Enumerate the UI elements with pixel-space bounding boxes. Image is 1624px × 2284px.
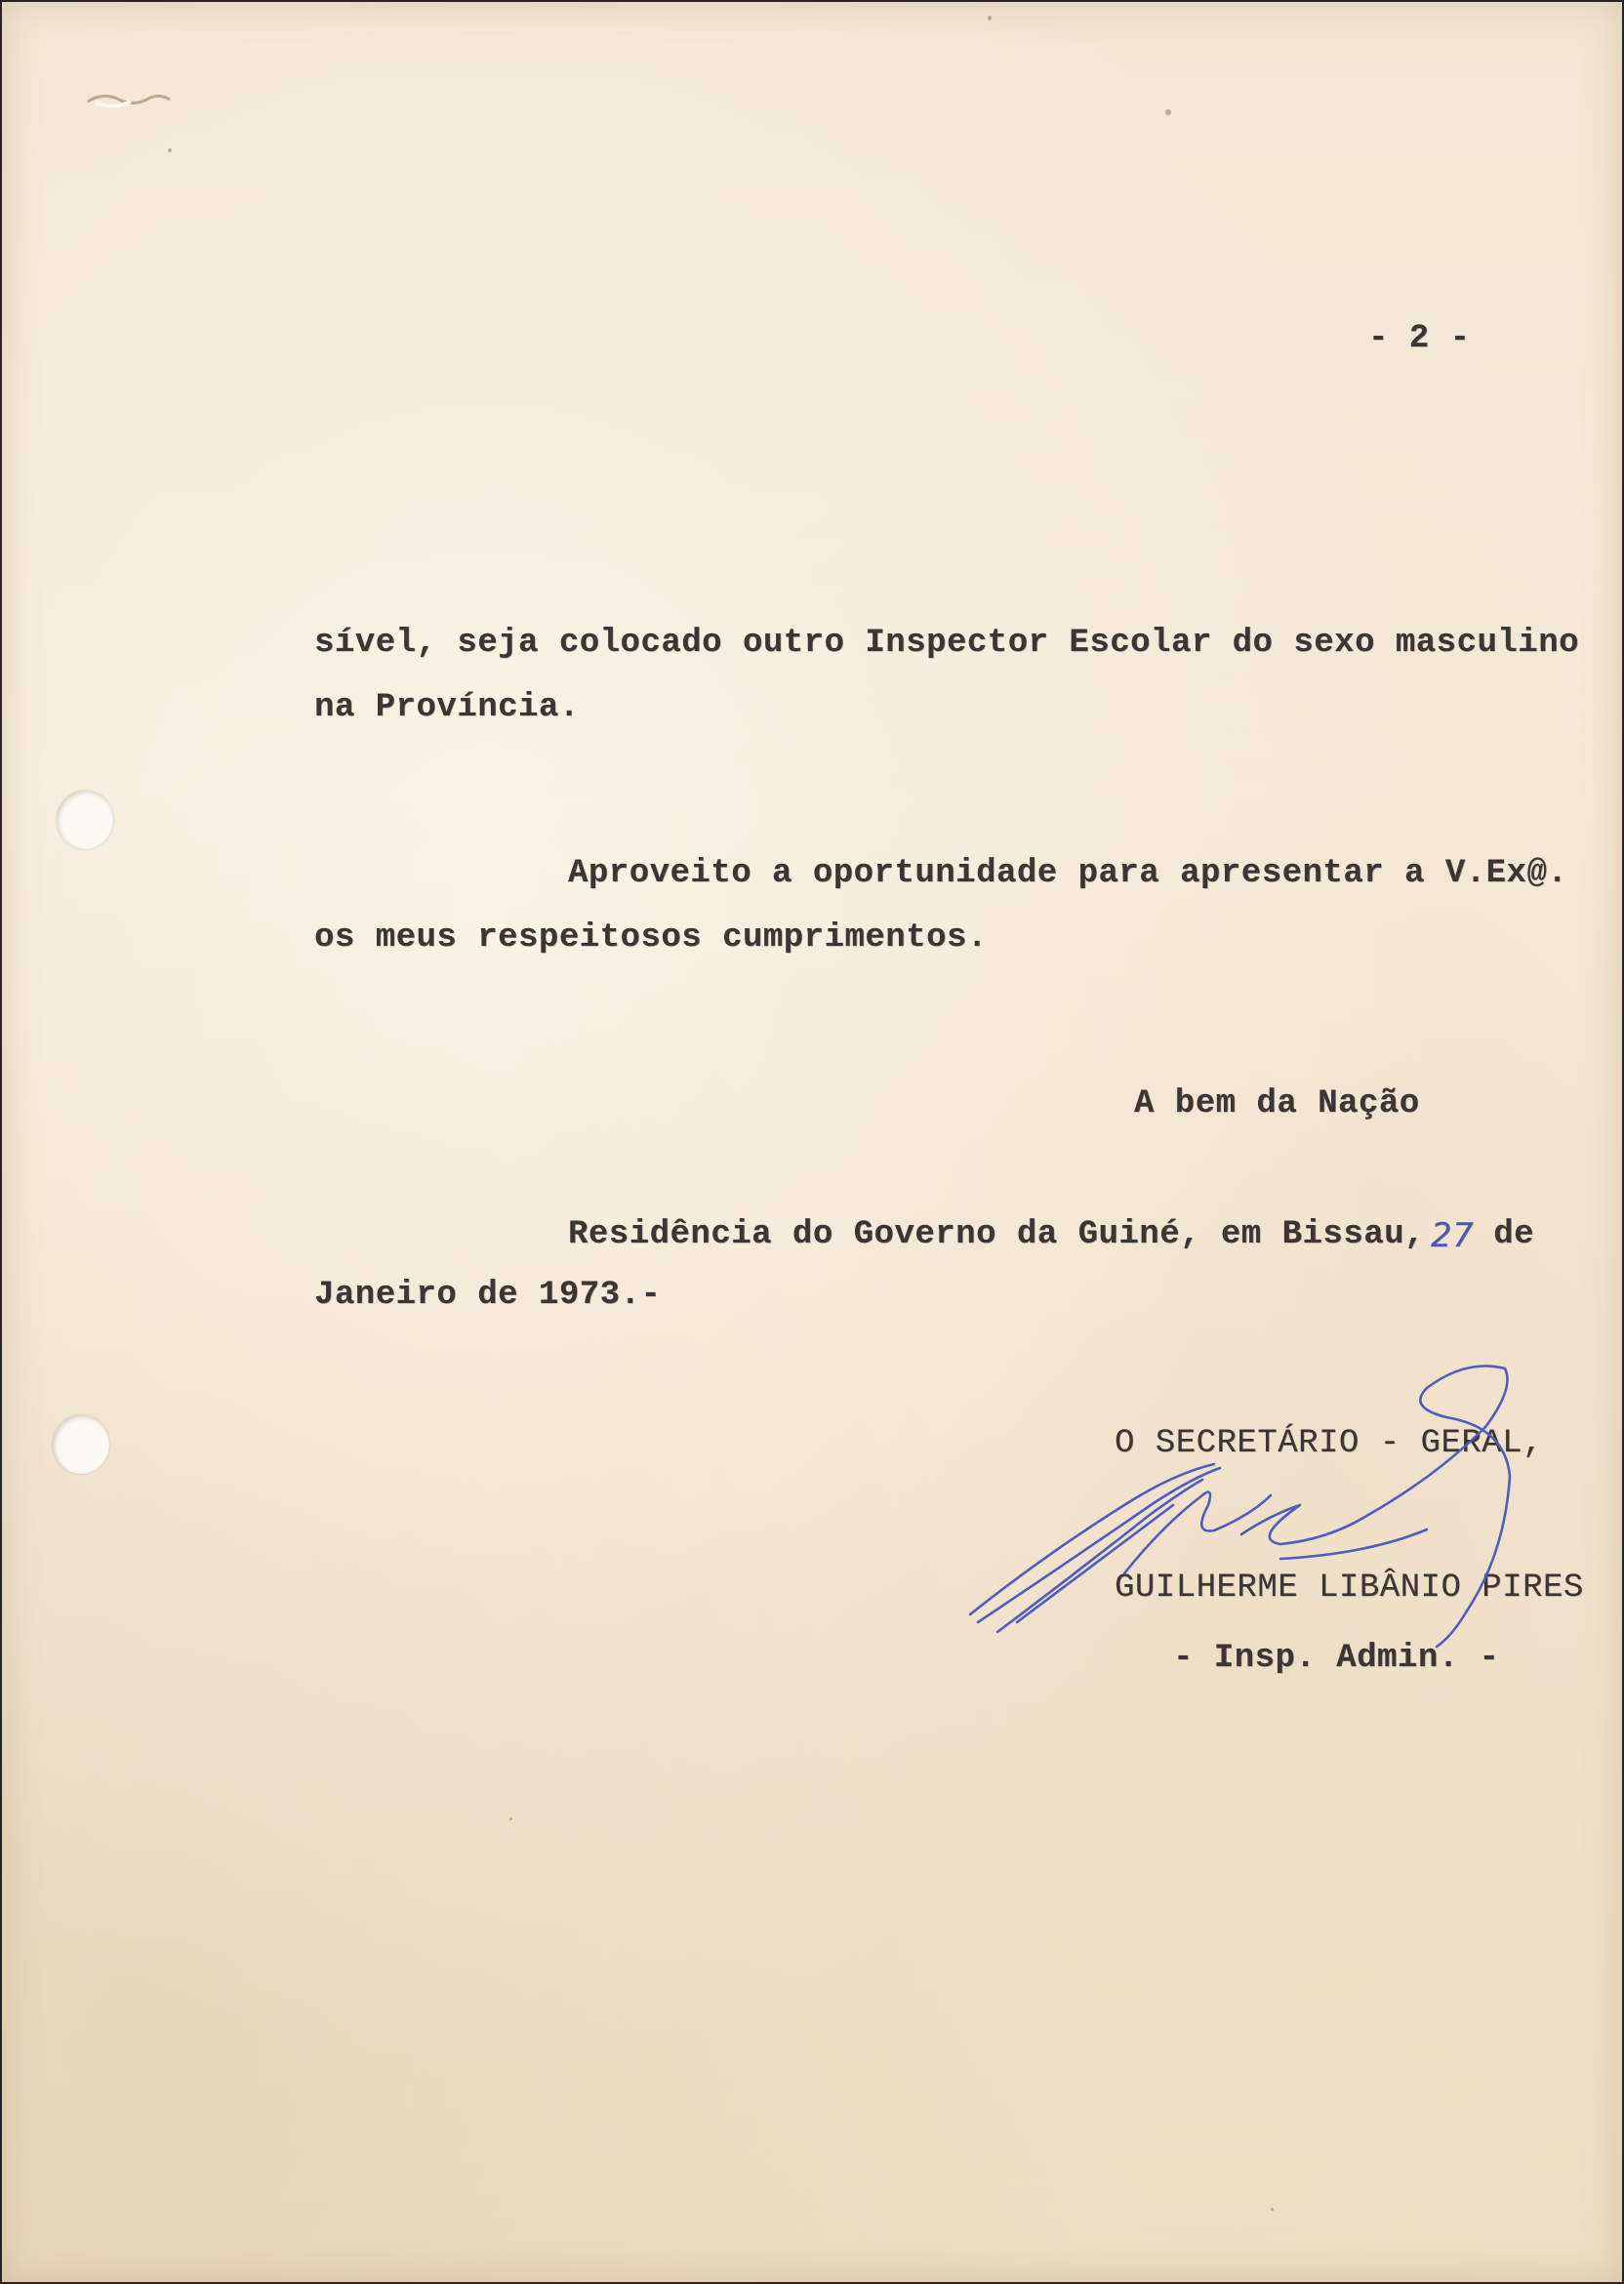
handwritten-day: 27	[1430, 1216, 1475, 1255]
paper-speck	[1165, 109, 1171, 115]
punch-hole-upper	[57, 791, 113, 849]
place-date-prefix: Residência do Governo da Guiné, em Bissau,	[568, 1216, 1425, 1253]
place-date-suffix: de	[1493, 1216, 1535, 1253]
paragraph-1-line-2: na Província.	[314, 689, 580, 726]
paragraph-2-line-2: os meus respeitosos cumprimentos.	[314, 919, 988, 957]
closing-formula: A bem da Nação	[1134, 1085, 1420, 1122]
signatory-role: - Insp. Admin. -	[1173, 1640, 1500, 1677]
page-number: - 2 -	[1368, 320, 1471, 357]
document-page	[2, 2, 1622, 2282]
place-date-line-2: Janeiro de 1973.-	[314, 1277, 662, 1314]
paper-speck	[168, 148, 172, 152]
signatory-title: O SECRETÁRIO - GERAL,	[1115, 1425, 1543, 1462]
punch-hole-lower	[53, 1415, 109, 1474]
paper-speck	[509, 1817, 512, 1820]
handwritten-signature	[958, 1359, 1583, 1652]
place-date-line-1	[568, 1212, 1534, 1253]
paper-speck	[1271, 2208, 1274, 2211]
paper-speck	[988, 16, 992, 20]
paragraph-1-line-1: sível, seja colocado outro Inspector Escolar do sexo masculino	[314, 625, 1580, 662]
signatory-name: GUILHERME LIBÂNIO PIRES	[1115, 1570, 1584, 1607]
paragraph-2-line-1: Aproveito a oportunidade para apresentar a V.Ex@.	[568, 855, 1568, 892]
paper-tear-mark	[86, 88, 174, 111]
